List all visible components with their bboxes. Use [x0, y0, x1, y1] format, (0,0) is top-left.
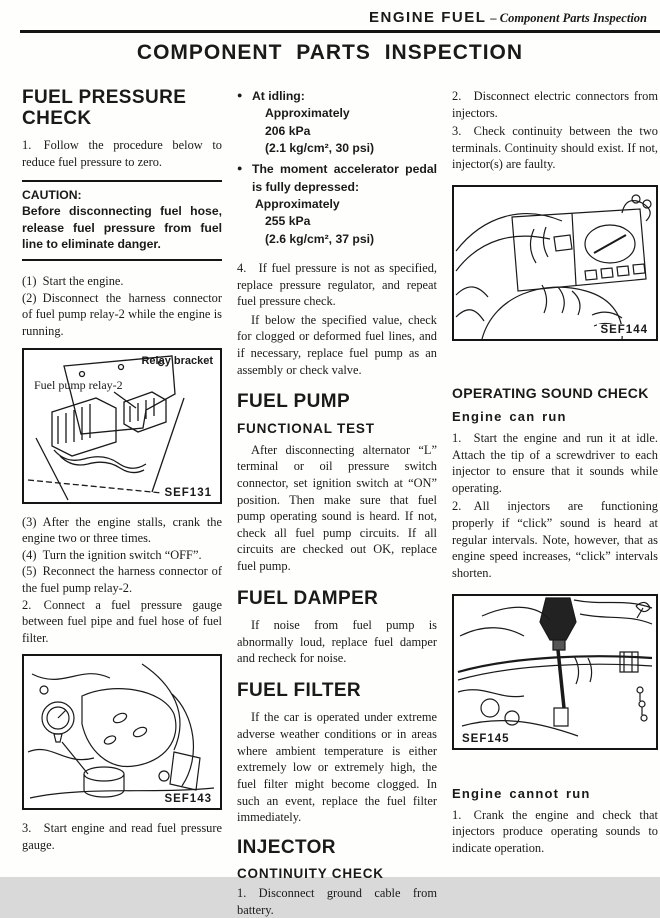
fuel-filter-body: If the car is operated under extreme adverse weather conditions or in areas where ambient temperature is either extremely low or extremely high, the fuel filter might become clogged. In such an event, replace the fuel filter immediately.: [237, 710, 437, 825]
fuel-pump-body: After disconnecting alternator “L” terminal or oil pressure switch connector, set ignition switch at “ON” position. Then make sure that fuel pump operating sound is heard. If not, check all fuel pump circuits. If all circuits are checked out OK, replace fuel pump.: [237, 442, 437, 573]
fpc-step-3: (3) After the engine stalls, crank the engine two or three times.: [22, 514, 222, 546]
figure-caption-sef144: SEF144: [597, 324, 651, 336]
figure-sef143: [22, 654, 222, 810]
figure-sef145: [452, 594, 658, 750]
running-head-section: ENGINE FUEL: [369, 9, 487, 26]
heading-fuel-pump: FUEL PUMP: [237, 391, 351, 413]
subheading-engine-can-run: Engine can run: [452, 409, 567, 425]
caution-label: CAUTION:: [22, 188, 82, 203]
engine-cannot-run-step-1: 1. Crank the engine and check that injectors produce operating sounds to indicate operation.: [452, 807, 658, 855]
screwdriver-on-injector-line-art: [454, 596, 656, 748]
engine-can-run-step-1: 1. Start the engine and run it at idle. Attach the tip of a screwdriver to each injector to ensure that it sounds while operating.: [452, 431, 658, 495]
label-relay-bracket: Relay bracket: [141, 354, 213, 367]
subheading-continuity-check: CONTINUITY CHECK: [237, 866, 384, 882]
heading-fuel-damper: FUEL DAMPER: [237, 587, 379, 609]
fuel-damper-body: If noise from fuel pump is abnormally loud, replace fuel damper and recheck for noise.: [237, 618, 437, 666]
engine-pressure-gauge-line-art: [24, 656, 220, 808]
spec-depressed-value: 255 kPa: [265, 214, 311, 229]
spec-depressed-conversion: (2.6 kg/cm², 37 psi): [265, 231, 375, 246]
fpc-step-below-value: If below the specified value, check for clogged or deformed fuel lines, and if necessary, replace fuel pump as an assembly or check valve.: [237, 312, 437, 377]
spec-depressed-approx: Approximately: [255, 196, 340, 211]
fpc-step-2: (2) Disconnect the harness connector of fuel pump relay-2 while the engine is running.: [22, 290, 222, 338]
fpc-step-read-gauge: 3. Start engine and read fuel pressure gauge.: [22, 821, 222, 853]
subheading-engine-cannot-run: Engine cannot run: [452, 785, 591, 801]
column-middle: [237, 88, 437, 918]
figure-sef131: [22, 348, 222, 504]
continuity-step-2: 2. Disconnect electric connectors from injectors.: [452, 89, 658, 120]
content-columns: [22, 88, 658, 918]
spec-at-idling: [237, 88, 437, 157]
label-fuel-pump-relay: Fuel pump relay-2: [34, 377, 123, 392]
running-head: [369, 9, 647, 27]
fpc-step-not-specified: 4. If fuel pressure is not as specified, replace pressure regulator, and repeat fuel pressure check.: [237, 260, 437, 309]
heading-operating-sound-check: OPERATING SOUND CHECK: [452, 385, 649, 402]
fpc-intro-step: 1. Follow the procedure below to reduce fuel pressure to zero.: [22, 138, 222, 169]
caution-box: [22, 180, 222, 261]
heading-fuel-filter: FUEL FILTER: [237, 679, 362, 701]
figure-caption-sef131: SEF131: [161, 487, 215, 499]
heading-fuel-pressure-check: FUEL PRESSURE CHECK: [22, 87, 187, 129]
heading-injector: INJECTOR: [237, 836, 336, 858]
engine-can-run-step-2: 2. All injectors are functioning properly if “click” sound is heard at regular intervals. Note, however, that as engine speed increases, “click” intervals shorten.: [452, 499, 658, 580]
fpc-step-4: (4) Turn the ignition switch “OFF”.: [22, 547, 202, 562]
subheading-functional-test: FUNCTIONAL TEST: [237, 420, 375, 436]
fpc-step-5: (5) Reconnect the harness connector of the fuel pump relay-2.: [22, 564, 222, 595]
spec-depressed-title: ● The moment accelerator pedal is fully depressed:: [237, 161, 437, 196]
caution-text: Before disconnecting fuel hose, release fuel pressure from fuel line to eliminate danger.: [22, 204, 222, 251]
figure-caption-sef143: SEF143: [161, 793, 215, 805]
figure-caption-sef145: SEF145: [459, 733, 513, 745]
running-head-subsection: – Component Parts Inspection: [490, 11, 647, 25]
column-right: [452, 88, 658, 918]
fpc-step-1: (1) Start the engine.: [22, 274, 124, 289]
fpc-step-connect-gauge: 2. Connect a fuel pressure gauge between fuel pipe and fuel hose of fuel filter.: [22, 597, 222, 645]
spec-idling-title: ● At idling:: [237, 88, 437, 105]
spec-idling-approx: Approximately: [265, 106, 350, 121]
continuity-step-1: 1. Disconnect ground cable from battery.: [237, 886, 437, 917]
spec-idling-value: 206 kPa: [265, 123, 311, 138]
column-left: [22, 88, 222, 918]
spec-idling-conversion: (2.1 kg/cm², 30 psi): [265, 140, 375, 155]
header-rule: [20, 30, 660, 33]
page-title: COMPONENT PARTS INSPECTION: [136, 41, 524, 64]
spec-pedal-depressed: [237, 161, 437, 248]
figure-sef144: [452, 185, 658, 341]
relay-bracket-line-art: [24, 350, 220, 502]
circuit-tester-line-art: [454, 187, 656, 339]
continuity-step-3: 3. Check continuity between the two terminals. Continuity should exist. If not, injector(s) are faulty.: [452, 124, 658, 172]
